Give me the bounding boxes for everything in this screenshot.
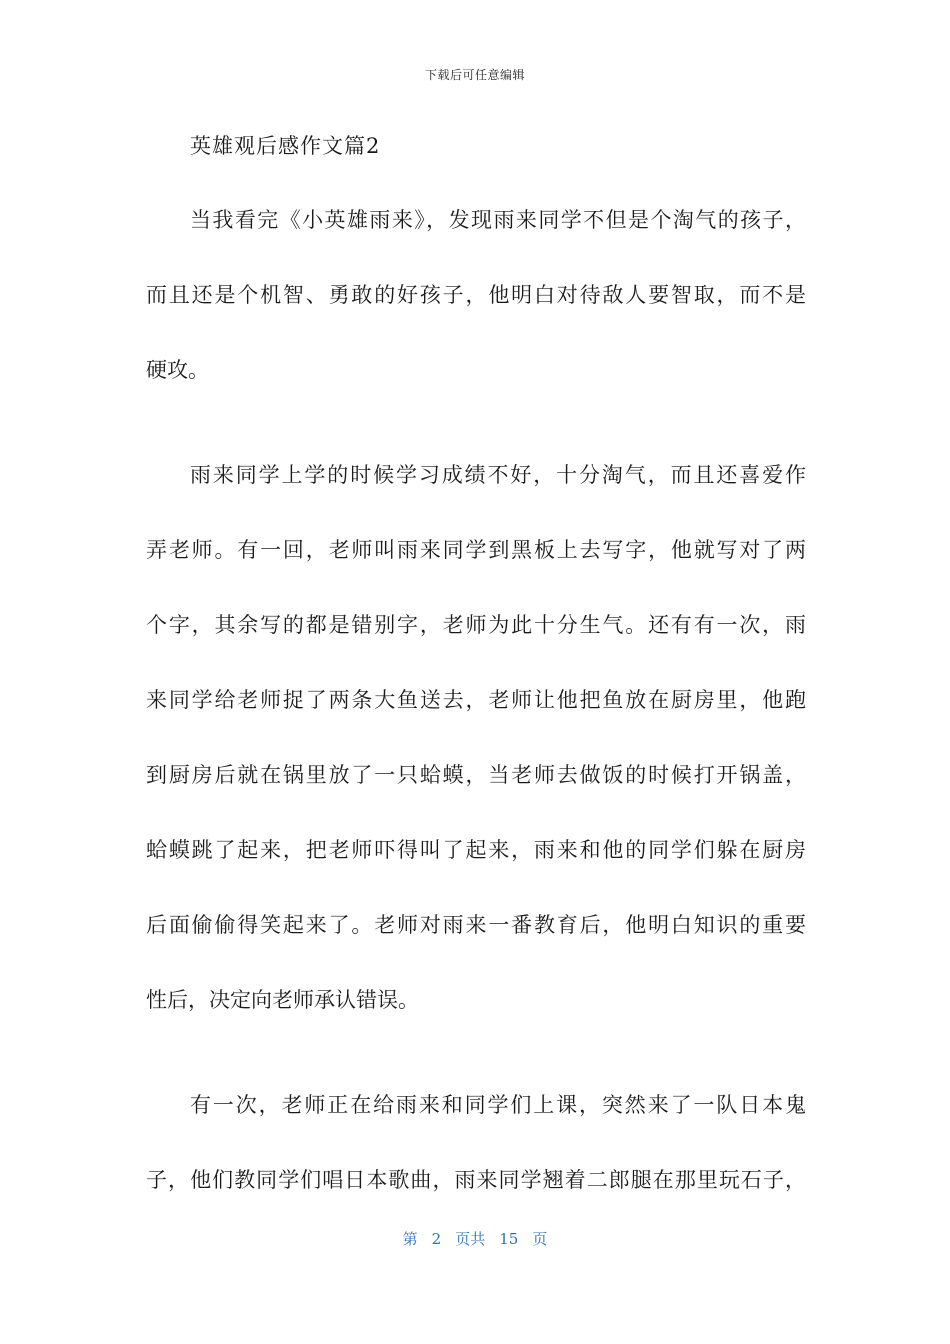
- page-label-prefix: 第: [402, 1230, 418, 1248]
- paragraph-line: 性后，决定向老师承认错误。: [146, 988, 419, 1012]
- page-footer: [0, 1228, 950, 1249]
- paragraph-line: 硬攻。: [146, 358, 209, 382]
- paragraph-line: 子，他们教同学们唱日本歌曲，雨来同学翘着二郎腿在那里玩石子，: [146, 1168, 806, 1192]
- paragraph-line: 弄老师。有一回，老师叫雨来同学到黑板上去写字，他就写对了两: [146, 538, 806, 562]
- document-title: 英雄观后感作文篇2: [190, 134, 381, 158]
- paragraph-line: 个字，其余写的都是错别字，老师为此十分生气。还有有一次，雨: [146, 613, 806, 637]
- paragraph-line: 雨来同学上学的时候学习成绩不好，十分淘气，而且还喜爱作: [190, 463, 806, 487]
- paragraph-line: 来同学给老师捉了两条大鱼送去，老师让他把鱼放在厨房里，他跑: [146, 688, 806, 712]
- paragraph-3: [146, 1083, 806, 1233]
- paragraph-line: 后面偷偷得笑起来了。老师对雨来一番教育后，他明白知识的重要: [146, 913, 806, 937]
- paragraph-line: 到厨房后就在锅里放了一只蛤蟆，当老师去做饭的时候打开锅盖，: [146, 763, 806, 787]
- page-label-middle: 页共: [455, 1230, 486, 1248]
- paragraph-2: [146, 453, 806, 1053]
- paragraph-1: [146, 198, 806, 423]
- header-note: 下载后可任意编辑: [424, 68, 525, 82]
- page-label-suffix: 页: [532, 1230, 548, 1248]
- paragraph-line: 有一次，老师正在给雨来和同学们上课，突然来了一队日本鬼: [190, 1093, 806, 1117]
- current-page-number: 2: [431, 1230, 442, 1248]
- total-pages-number: 15: [499, 1230, 519, 1248]
- paragraph-line: 而且还是个机智、勇敢的好孩子，他明白对待敌人要智取，而不是: [146, 283, 806, 307]
- document-body: [146, 124, 806, 1263]
- paragraph-line: 蛤蟆跳了起来，把老师吓得叫了起来，雨来和他的同学们躲在厨房: [146, 838, 806, 862]
- paragraph-line: 当我看完《小英雄雨来》，发现雨来同学不但是个淘气的孩子，: [190, 208, 806, 232]
